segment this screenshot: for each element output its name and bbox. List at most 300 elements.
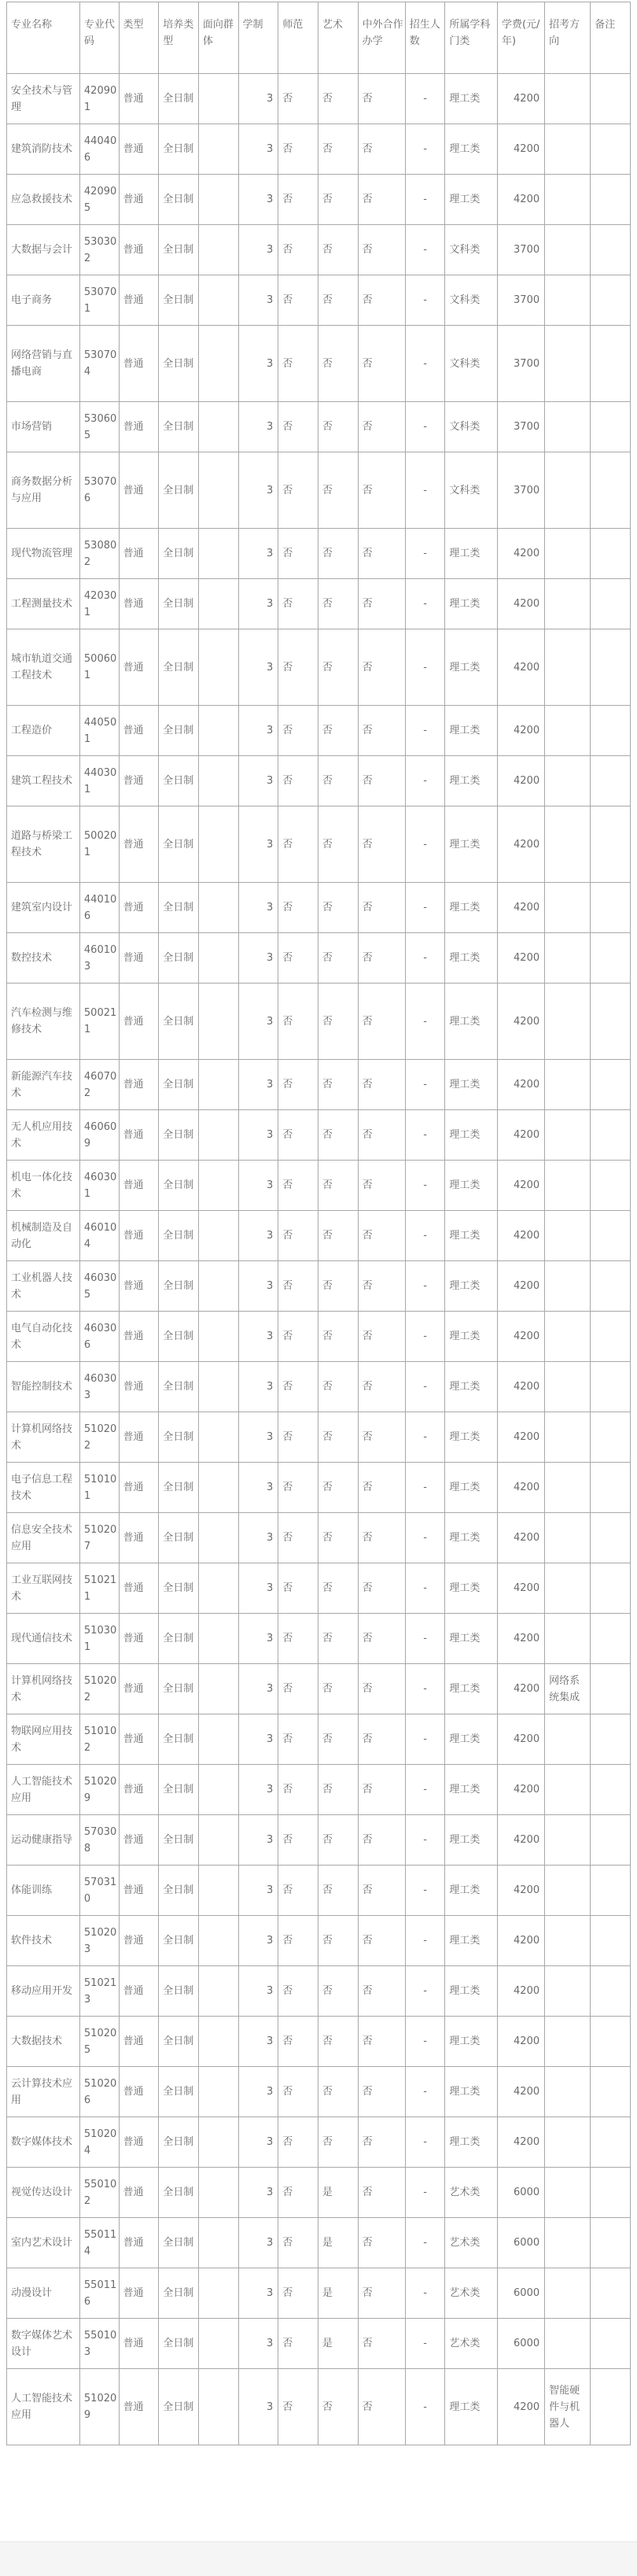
cell-direction (545, 1110, 591, 1161)
cell-remarks (591, 756, 631, 806)
cell-major-code: 460306 (79, 1312, 119, 1362)
cell-discipline: 理工类 (445, 2117, 498, 2168)
cell-enrollment: - (405, 1211, 445, 1261)
cell-major-code: 510205 (79, 2017, 119, 2067)
cell-training-type: 全日制 (159, 579, 199, 629)
cell-major-name: 商务数据分析与应用 (7, 452, 80, 529)
cell-tuition: 4200 (497, 1966, 544, 2017)
cell-joint-program: 否 (358, 1664, 405, 1714)
cell-target-group (198, 1614, 238, 1664)
cell-normal: 否 (278, 1161, 318, 1211)
cell-duration: 3 (238, 2268, 278, 2319)
table-row (7, 2218, 631, 2268)
table-row (7, 1916, 631, 1966)
table-row (7, 1312, 631, 1362)
cell-enrollment: - (405, 1161, 445, 1211)
cell-direction (545, 175, 591, 225)
cell-discipline: 艺术类 (445, 2268, 498, 2319)
cell-enrollment: - (405, 933, 445, 984)
cell-discipline: 理工类 (445, 1714, 498, 1765)
cell-duration: 3 (238, 1513, 278, 1563)
cell-type: 普通 (119, 2268, 159, 2319)
cell-major-name: 建筑工程技术 (7, 756, 80, 806)
cell-direction (545, 933, 591, 984)
cell-major-code: 510207 (79, 1513, 119, 1563)
cell-duration: 3 (238, 1261, 278, 1312)
cell-joint-program: 否 (358, 275, 405, 326)
cell-type: 普通 (119, 2117, 159, 2168)
cell-type: 普通 (119, 124, 159, 175)
cell-major-name: 汽车检测与维修技术 (7, 984, 80, 1060)
cell-duration: 3 (238, 1866, 278, 1916)
cell-training-type: 全日制 (159, 225, 199, 275)
cell-discipline: 理工类 (445, 1513, 498, 1563)
cell-major-name: 市场营销 (7, 402, 80, 452)
cell-major-name: 工程造价 (7, 706, 80, 756)
cell-discipline: 理工类 (445, 806, 498, 883)
cell-enrollment: - (405, 579, 445, 629)
cell-remarks (591, 1110, 631, 1161)
cell-direction (545, 124, 591, 175)
cell-training-type: 全日制 (159, 2067, 199, 2117)
cell-tuition: 4200 (497, 1563, 544, 1614)
cell-duration: 3 (238, 326, 278, 402)
cell-direction (545, 1866, 591, 1916)
cell-type: 普通 (119, 1412, 159, 1463)
cell-remarks (591, 2067, 631, 2117)
cell-duration: 3 (238, 2168, 278, 2218)
cell-tuition: 4200 (497, 629, 544, 706)
cell-type: 普通 (119, 402, 159, 452)
cell-joint-program: 否 (358, 2117, 405, 2168)
cell-target-group (198, 1664, 238, 1714)
table-row (7, 1060, 631, 1110)
header-enrollment: 招生人数 (405, 2, 445, 74)
cell-tuition: 4200 (497, 2117, 544, 2168)
cell-type: 普通 (119, 275, 159, 326)
cell-direction: 智能硬件与机器人 (545, 2369, 591, 2445)
cell-art: 否 (318, 1412, 358, 1463)
cell-remarks (591, 2319, 631, 2369)
cell-training-type: 全日制 (159, 124, 199, 175)
cell-remarks (591, 1765, 631, 1815)
cell-enrollment: - (405, 756, 445, 806)
cell-tuition: 4200 (497, 933, 544, 984)
cell-normal: 否 (278, 175, 318, 225)
cell-training-type: 全日制 (159, 1463, 199, 1513)
cell-major-name: 工业机器人技术 (7, 1261, 80, 1312)
cell-enrollment: - (405, 1362, 445, 1412)
cell-tuition: 4200 (497, 1513, 544, 1563)
cell-enrollment: - (405, 452, 445, 529)
cell-joint-program: 否 (358, 2168, 405, 2218)
table-row (7, 2017, 631, 2067)
cell-joint-program: 否 (358, 1261, 405, 1312)
cell-normal: 否 (278, 1614, 318, 1664)
cell-enrollment: - (405, 275, 445, 326)
cell-enrollment: - (405, 1412, 445, 1463)
cell-normal: 否 (278, 1916, 318, 1966)
cell-tuition: 4200 (497, 1060, 544, 1110)
cell-type: 普通 (119, 1866, 159, 1916)
cell-normal: 否 (278, 2319, 318, 2369)
cell-remarks (591, 883, 631, 933)
cell-target-group (198, 2067, 238, 2117)
cell-duration: 3 (238, 984, 278, 1060)
cell-major-code: 510204 (79, 2117, 119, 2168)
cell-tuition: 3700 (497, 402, 544, 452)
cell-major-code: 550114 (79, 2218, 119, 2268)
cell-art: 否 (318, 933, 358, 984)
cell-joint-program: 否 (358, 1362, 405, 1412)
cell-training-type: 全日制 (159, 1362, 199, 1412)
cell-training-type: 全日制 (159, 402, 199, 452)
cell-major-name: 物联网应用技术 (7, 1714, 80, 1765)
cell-tuition: 4200 (497, 706, 544, 756)
cell-remarks (591, 452, 631, 529)
cell-major-name: 网络营销与直播电商 (7, 326, 80, 402)
cell-remarks (591, 402, 631, 452)
cell-training-type: 全日制 (159, 2117, 199, 2168)
cell-major-name: 数字媒体技术 (7, 2117, 80, 2168)
cell-discipline: 理工类 (445, 1664, 498, 1714)
cell-discipline: 文科类 (445, 225, 498, 275)
cell-art: 否 (318, 1261, 358, 1312)
cell-type: 普通 (119, 452, 159, 529)
table-row (7, 629, 631, 706)
cell-duration: 3 (238, 933, 278, 984)
cell-major-name: 道路与桥梁工程技术 (7, 806, 80, 883)
cell-art: 否 (318, 1916, 358, 1966)
cell-direction (545, 225, 591, 275)
cell-remarks (591, 984, 631, 1060)
cell-art: 否 (318, 1362, 358, 1412)
cell-duration: 3 (238, 1815, 278, 1866)
cell-direction (545, 529, 591, 579)
cell-training-type: 全日制 (159, 1563, 199, 1614)
cell-target-group (198, 1060, 238, 1110)
cell-art: 否 (318, 1563, 358, 1614)
cell-major-name: 电子商务 (7, 275, 80, 326)
cell-joint-program: 否 (358, 756, 405, 806)
cell-discipline: 艺术类 (445, 2319, 498, 2369)
cell-normal: 否 (278, 1110, 318, 1161)
cell-direction (545, 1714, 591, 1765)
cell-major-name: 工程测量技术 (7, 579, 80, 629)
cell-training-type: 全日制 (159, 1211, 199, 1261)
cell-target-group (198, 629, 238, 706)
cell-enrollment: - (405, 74, 445, 124)
cell-duration: 3 (238, 579, 278, 629)
cell-duration: 3 (238, 402, 278, 452)
cell-type: 普通 (119, 1261, 159, 1312)
cell-enrollment: - (405, 806, 445, 883)
cell-normal: 否 (278, 2168, 318, 2218)
cell-normal: 否 (278, 579, 318, 629)
cell-tuition: 4200 (497, 2067, 544, 2117)
table-row (7, 1815, 631, 1866)
cell-training-type: 全日制 (159, 1966, 199, 2017)
table-row (7, 2369, 631, 2445)
cell-enrollment: - (405, 1866, 445, 1916)
table-row (7, 1966, 631, 2017)
cell-duration: 3 (238, 2017, 278, 2067)
cell-direction (545, 806, 591, 883)
cell-major-code: 420901 (79, 74, 119, 124)
cell-normal: 否 (278, 2369, 318, 2445)
cell-enrollment: - (405, 2218, 445, 2268)
cell-training-type: 全日制 (159, 275, 199, 326)
cell-duration: 3 (238, 225, 278, 275)
cell-discipline: 理工类 (445, 529, 498, 579)
table-header-row (7, 2, 631, 74)
cell-major-name: 软件技术 (7, 1916, 80, 1966)
cell-normal: 否 (278, 1714, 318, 1765)
header-major-name: 专业名称 (7, 2, 80, 74)
cell-remarks (591, 1261, 631, 1312)
cell-direction (545, 74, 591, 124)
cell-target-group (198, 1412, 238, 1463)
cell-target-group (198, 1261, 238, 1312)
cell-type: 普通 (119, 1916, 159, 1966)
cell-normal: 否 (278, 1211, 318, 1261)
cell-direction (545, 1362, 591, 1412)
cell-type: 普通 (119, 2168, 159, 2218)
cell-normal: 否 (278, 1563, 318, 1614)
cell-art: 否 (318, 883, 358, 933)
cell-major-name: 动漫设计 (7, 2268, 80, 2319)
cell-training-type: 全日制 (159, 883, 199, 933)
cell-duration: 3 (238, 2067, 278, 2117)
cell-target-group (198, 933, 238, 984)
cell-training-type: 全日制 (159, 806, 199, 883)
cell-target-group (198, 2017, 238, 2067)
cell-type: 普通 (119, 1060, 159, 1110)
cell-remarks (591, 275, 631, 326)
cell-remarks (591, 326, 631, 402)
cell-type: 普通 (119, 1513, 159, 1563)
cell-tuition: 4200 (497, 1161, 544, 1211)
table-row (7, 984, 631, 1060)
cell-type: 普通 (119, 2369, 159, 2445)
cell-tuition: 4200 (497, 1261, 544, 1312)
cell-remarks (591, 706, 631, 756)
cell-remarks (591, 2369, 631, 2445)
cell-joint-program: 否 (358, 933, 405, 984)
cell-enrollment: - (405, 2117, 445, 2168)
cell-tuition: 4200 (497, 1110, 544, 1161)
cell-art: 否 (318, 529, 358, 579)
cell-major-code: 460305 (79, 1261, 119, 1312)
cell-direction (545, 1060, 591, 1110)
cell-direction (545, 1261, 591, 1312)
cell-direction (545, 2117, 591, 2168)
cell-training-type: 全日制 (159, 74, 199, 124)
header-target-group: 面向群体 (198, 2, 238, 74)
cell-direction (545, 1765, 591, 1815)
cell-remarks (591, 1060, 631, 1110)
cell-tuition: 4200 (497, 175, 544, 225)
header-direction: 招考方向 (545, 2, 591, 74)
cell-tuition: 4200 (497, 756, 544, 806)
cell-type: 普通 (119, 1362, 159, 1412)
cell-enrollment: - (405, 1815, 445, 1866)
cell-discipline: 理工类 (445, 1966, 498, 2017)
cell-major-code: 510101 (79, 1463, 119, 1513)
cell-target-group (198, 2117, 238, 2168)
cell-training-type: 全日制 (159, 1261, 199, 1312)
table-row (7, 579, 631, 629)
cell-enrollment: - (405, 1966, 445, 2017)
cell-joint-program: 否 (358, 1161, 405, 1211)
cell-normal: 否 (278, 1815, 318, 1866)
cell-discipline: 理工类 (445, 1312, 498, 1362)
cell-remarks (591, 1866, 631, 1916)
cell-duration: 3 (238, 1312, 278, 1362)
cell-joint-program: 否 (358, 2319, 405, 2369)
cell-tuition: 4200 (497, 1714, 544, 1765)
cell-normal: 否 (278, 629, 318, 706)
cell-remarks (591, 1916, 631, 1966)
cell-major-name: 建筑消防技术 (7, 124, 80, 175)
cell-direction (545, 984, 591, 1060)
cell-discipline: 理工类 (445, 883, 498, 933)
cell-normal: 否 (278, 1060, 318, 1110)
cell-direction (545, 1161, 591, 1211)
cell-training-type: 全日制 (159, 706, 199, 756)
cell-target-group (198, 175, 238, 225)
header-remarks: 备注 (591, 2, 631, 74)
table-row (7, 706, 631, 756)
cell-tuition: 4200 (497, 1866, 544, 1916)
cell-direction (545, 579, 591, 629)
table-row (7, 1362, 631, 1412)
cell-art: 否 (318, 1161, 358, 1211)
cell-direction (545, 2218, 591, 2268)
cell-tuition: 6000 (497, 2268, 544, 2319)
cell-normal: 否 (278, 1513, 318, 1563)
cell-type: 普通 (119, 706, 159, 756)
header-joint-program: 中外合作办学 (358, 2, 405, 74)
cell-discipline: 理工类 (445, 1765, 498, 1815)
table-row (7, 1261, 631, 1312)
cell-training-type: 全日制 (159, 984, 199, 1060)
cell-target-group (198, 1916, 238, 1966)
cell-major-code: 510202 (79, 1664, 119, 1714)
cell-major-name: 应急救援技术 (7, 175, 80, 225)
cell-tuition: 3700 (497, 225, 544, 275)
cell-normal: 否 (278, 706, 318, 756)
cell-direction (545, 402, 591, 452)
cell-art: 否 (318, 1060, 358, 1110)
table-row (7, 1161, 631, 1211)
cell-type: 普通 (119, 1815, 159, 1866)
cell-target-group (198, 1563, 238, 1614)
table-row (7, 74, 631, 124)
cell-enrollment: - (405, 1261, 445, 1312)
cell-remarks (591, 1614, 631, 1664)
cell-normal: 否 (278, 2117, 318, 2168)
cell-major-code: 530802 (79, 529, 119, 579)
cell-duration: 3 (238, 883, 278, 933)
cell-tuition: 6000 (497, 2168, 544, 2218)
cell-target-group (198, 883, 238, 933)
cell-discipline: 理工类 (445, 933, 498, 984)
cell-target-group (198, 1312, 238, 1362)
cell-duration: 3 (238, 1161, 278, 1211)
cell-target-group (198, 2369, 238, 2445)
cell-tuition: 4200 (497, 2369, 544, 2445)
cell-tuition: 4200 (497, 1463, 544, 1513)
cell-discipline: 理工类 (445, 1463, 498, 1513)
cell-remarks (591, 933, 631, 984)
cell-major-code: 510206 (79, 2067, 119, 2117)
table-row (7, 326, 631, 402)
cell-type: 普通 (119, 326, 159, 402)
cell-remarks (591, 1563, 631, 1614)
cell-art: 否 (318, 74, 358, 124)
table-row (7, 529, 631, 579)
cell-major-code: 530701 (79, 275, 119, 326)
cell-type: 普通 (119, 1110, 159, 1161)
cell-major-code: 420905 (79, 175, 119, 225)
cell-duration: 3 (238, 1614, 278, 1664)
cell-major-code: 510202 (79, 1412, 119, 1463)
cell-major-name: 建筑室内设计 (7, 883, 80, 933)
cell-direction (545, 706, 591, 756)
cell-art: 否 (318, 2369, 358, 2445)
table-row (7, 225, 631, 275)
cell-normal: 否 (278, 402, 318, 452)
cell-discipline: 理工类 (445, 2017, 498, 2067)
cell-target-group (198, 1513, 238, 1563)
cell-training-type: 全日制 (159, 2168, 199, 2218)
table-row (7, 2319, 631, 2369)
cell-art: 否 (318, 629, 358, 706)
cell-type: 普通 (119, 933, 159, 984)
cell-enrollment: - (405, 175, 445, 225)
cell-art: 否 (318, 124, 358, 175)
cell-joint-program: 否 (358, 984, 405, 1060)
cell-remarks (591, 124, 631, 175)
cell-art: 否 (318, 1815, 358, 1866)
table-row (7, 1866, 631, 1916)
cell-major-name: 机电一体化技术 (7, 1161, 80, 1211)
cell-discipline: 理工类 (445, 579, 498, 629)
cell-duration: 3 (238, 1060, 278, 1110)
cell-major-code: 460104 (79, 1211, 119, 1261)
cell-direction (545, 1463, 591, 1513)
cell-major-code: 460303 (79, 1362, 119, 1412)
cell-training-type: 全日制 (159, 1412, 199, 1463)
cell-major-name: 人工智能技术应用 (7, 1765, 80, 1815)
cell-major-code: 460301 (79, 1161, 119, 1211)
cell-major-name: 现代物流管理 (7, 529, 80, 579)
cell-target-group (198, 1211, 238, 1261)
cell-major-code: 550116 (79, 2268, 119, 2319)
cell-major-name: 室内艺术设计 (7, 2218, 80, 2268)
cell-duration: 3 (238, 1916, 278, 1966)
cell-art: 否 (318, 275, 358, 326)
cell-art: 否 (318, 402, 358, 452)
cell-discipline: 理工类 (445, 1110, 498, 1161)
cell-enrollment: - (405, 2168, 445, 2218)
cell-enrollment: - (405, 402, 445, 452)
cell-discipline: 艺术类 (445, 2168, 498, 2218)
cell-discipline: 理工类 (445, 984, 498, 1060)
cell-art: 否 (318, 706, 358, 756)
cell-major-code: 500601 (79, 629, 119, 706)
